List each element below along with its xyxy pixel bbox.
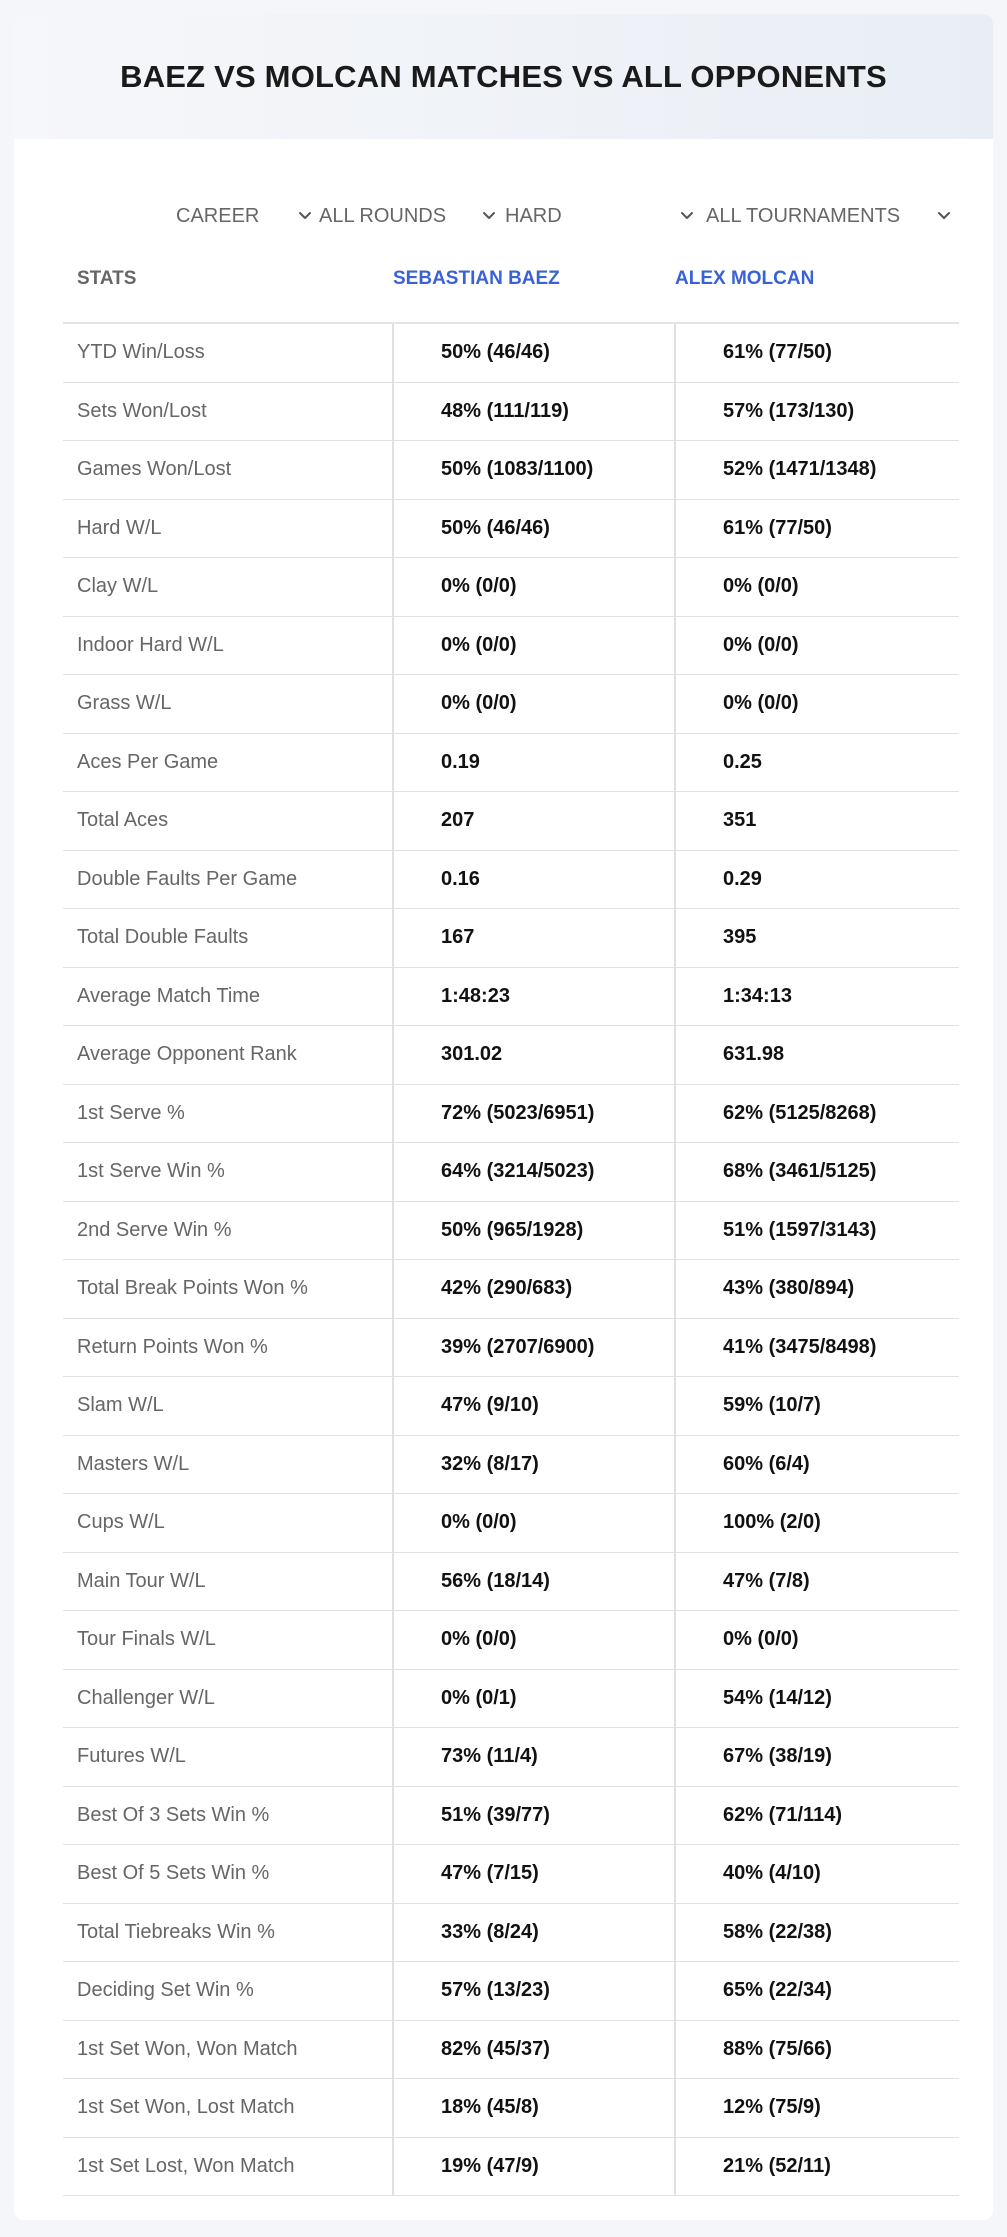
player2-value: 100% (2/0): [723, 1511, 821, 1534]
player2-value: 60% (6/4): [723, 1452, 810, 1475]
column-divider: [674, 1728, 676, 1786]
player1-value: 0.19: [441, 750, 480, 773]
stat-label: Double Faults Per Game: [77, 867, 298, 890]
player2-value: 61% (77/50): [723, 341, 832, 364]
table-row: [63, 792, 959, 851]
player2-value: 351: [723, 809, 757, 832]
table-row: [63, 1553, 959, 1612]
table-row: [63, 1436, 959, 1495]
player1-value: 0% (0/0): [441, 692, 517, 715]
stat-label: Clay W/L: [77, 575, 159, 598]
column-divider: [674, 1436, 676, 1494]
column-divider: [674, 2138, 676, 2196]
column-divider: [392, 1202, 394, 1260]
column-divider: [674, 1904, 676, 1962]
player2-value: 57% (173/130): [723, 399, 855, 422]
player1-value: 56% (18/14): [441, 1569, 550, 1592]
player1-value: 48% (111/119): [441, 399, 569, 422]
player2-value: 0.29: [723, 867, 762, 890]
player2-value: 0% (0/0): [723, 633, 799, 656]
stat-label: 1st Set Lost, Won Match: [77, 2154, 295, 2177]
tournaments-select-value: ALL TOURNAMENTS: [706, 204, 901, 227]
stat-label: Return Points Won %: [77, 1335, 268, 1358]
player2-value: 62% (71/114): [723, 1803, 842, 1826]
column-divider: [674, 734, 676, 792]
stat-label: Challenger W/L: [77, 1686, 215, 1709]
table-row: [63, 1026, 959, 1085]
column-header-player1[interactable]: SEBASTIAN BAEZ: [393, 268, 560, 289]
column-divider: [392, 2079, 394, 2137]
column-divider: [674, 1787, 676, 1845]
table-row: [63, 851, 959, 910]
stat-label: 1st Set Won, Lost Match: [77, 2096, 295, 2119]
player2-value: 51% (1597/3143): [723, 1218, 877, 1241]
column-divider: [392, 1845, 394, 1903]
player2-value: 43% (380/894): [723, 1277, 855, 1300]
column-divider: [392, 2021, 394, 2079]
surface-select-value: HARD: [505, 204, 562, 227]
column-divider: [674, 968, 676, 1026]
table-row: [63, 1143, 959, 1202]
player2-value: 52% (1471/1348): [723, 458, 877, 481]
column-divider: [392, 968, 394, 1026]
stat-label: Best Of 3 Sets Win %: [77, 1803, 270, 1826]
rounds-select-value: ALL ROUNDS: [319, 204, 447, 227]
player2-value: 61% (77/50): [723, 516, 832, 539]
player1-value: 50% (46/46): [441, 516, 550, 539]
column-divider: [674, 1377, 676, 1435]
column-header-player2[interactable]: ALEX MOLCAN: [675, 268, 815, 289]
card-header: [14, 14, 993, 139]
player2-value: 395: [723, 926, 757, 949]
player2-value: 41% (3475/8498): [723, 1335, 877, 1358]
stat-label: Average Opponent Rank: [77, 1043, 297, 1066]
stats-card: [14, 14, 993, 2220]
column-divider: [392, 1962, 394, 2020]
column-divider: [392, 383, 394, 441]
player2-value: 0% (0/0): [723, 575, 799, 598]
chevron-down-icon: [936, 208, 952, 224]
chevron-down-icon: [297, 208, 313, 224]
player1-value: 72% (5023/6951): [441, 1101, 595, 1124]
table-row: [63, 1845, 959, 1904]
column-divider: [674, 500, 676, 558]
player1-value: 167: [441, 926, 475, 949]
table-row: [63, 1494, 959, 1553]
stat-label: Best Of 5 Sets Win %: [77, 1862, 270, 1885]
column-divider: [392, 617, 394, 675]
column-divider: [674, 441, 676, 499]
player1-value: 0% (0/0): [441, 633, 517, 656]
player1-value: 0.16: [441, 867, 480, 890]
stat-label: Sets Won/Lost: [77, 399, 207, 422]
column-divider: [674, 2021, 676, 2079]
player1-value: 301.02: [441, 1043, 503, 1066]
table-row: [63, 2021, 959, 2080]
stat-label: Futures W/L: [77, 1745, 186, 1768]
table-row: [63, 1202, 959, 1261]
table-row: [63, 441, 959, 500]
table-header: [63, 254, 959, 324]
column-divider: [674, 1670, 676, 1728]
player1-value: 50% (965/1928): [441, 1218, 584, 1241]
column-divider: [392, 1436, 394, 1494]
column-divider: [674, 1026, 676, 1084]
page-title: BAEZ VS MOLCAN MATCHES VS ALL OPPONENTS: [120, 58, 887, 94]
table-row: [63, 1611, 959, 1670]
player1-value: 64% (3214/5023): [441, 1160, 595, 1183]
stat-label: 1st Serve %: [77, 1101, 185, 1124]
period-select-value: CAREER: [176, 204, 260, 227]
table-row: [63, 675, 959, 734]
table-row: [63, 2079, 959, 2138]
player2-value: 62% (5125/8268): [723, 1101, 877, 1124]
column-divider: [392, 441, 394, 499]
table-row: [63, 500, 959, 559]
player2-value: 47% (7/8): [723, 1569, 810, 1592]
column-divider: [674, 617, 676, 675]
column-divider: [392, 558, 394, 616]
stat-label: Tour Finals W/L: [77, 1628, 216, 1651]
player1-value: 50% (1083/1100): [441, 458, 594, 481]
column-divider: [674, 1085, 676, 1143]
column-divider: [392, 1319, 394, 1377]
player1-value: 19% (47/9): [441, 2154, 539, 2177]
table-row: [63, 1670, 959, 1729]
column-divider: [674, 1202, 676, 1260]
column-divider: [392, 1494, 394, 1552]
player1-value: 33% (8/24): [441, 1920, 539, 1943]
player1-value: 50% (46/46): [441, 341, 550, 364]
table-row: [63, 909, 959, 968]
player1-value: 0% (0/1): [441, 1686, 517, 1709]
column-divider: [392, 324, 394, 382]
stat-label: Hard W/L: [77, 516, 162, 539]
column-divider: [674, 1553, 676, 1611]
column-divider: [392, 909, 394, 967]
table-row: [63, 383, 959, 442]
table-row: [63, 2138, 959, 2197]
stat-label: YTD Win/Loss: [77, 341, 205, 364]
stat-label: Games Won/Lost: [77, 458, 232, 481]
column-divider: [674, 558, 676, 616]
stat-label: Average Match Time: [77, 984, 261, 1007]
rounds-select[interactable]: [319, 186, 446, 246]
player1-value: 0% (0/0): [441, 575, 517, 598]
player1-value: 47% (7/15): [441, 1862, 539, 1885]
table-row: [63, 734, 959, 793]
stat-label: Deciding Set Win %: [77, 1979, 254, 2002]
column-divider: [392, 1026, 394, 1084]
column-divider: [674, 1845, 676, 1903]
table-row: [63, 1728, 959, 1787]
table-body: [63, 324, 959, 2196]
column-divider: [674, 675, 676, 733]
player2-value: 65% (22/34): [723, 1979, 832, 2002]
player1-value: 57% (13/23): [441, 1979, 550, 2002]
column-divider: [392, 1553, 394, 1611]
column-divider: [674, 851, 676, 909]
column-divider: [674, 1962, 676, 2020]
table-row: [63, 1377, 959, 1436]
stat-label: Total Break Points Won %: [77, 1277, 308, 1300]
player1-value: 51% (39/77): [441, 1803, 550, 1826]
column-divider: [392, 851, 394, 909]
stat-label: 1st Serve Win %: [77, 1160, 225, 1183]
period-select[interactable]: [176, 186, 259, 246]
column-divider: [392, 1904, 394, 1962]
player1-value: 39% (2707/6900): [441, 1335, 595, 1358]
column-divider: [392, 1611, 394, 1669]
chevron-down-icon: [679, 208, 695, 224]
stat-label: Masters W/L: [77, 1452, 190, 1475]
column-divider: [674, 383, 676, 441]
column-divider: [674, 1319, 676, 1377]
stat-label: 1st Set Won, Won Match: [77, 2037, 298, 2060]
column-divider: [392, 1260, 394, 1318]
player2-value: 88% (75/66): [723, 2037, 832, 2060]
player2-value: 0.25: [723, 750, 762, 773]
table-row: [63, 617, 959, 676]
stat-label: 2nd Serve Win %: [77, 1218, 232, 1241]
stat-label: Indoor Hard W/L: [77, 633, 224, 656]
player1-value: 73% (11/4): [441, 1745, 538, 1768]
table-row: [63, 324, 959, 383]
column-divider: [674, 1611, 676, 1669]
column-divider: [674, 1494, 676, 1552]
player2-value: 631.98: [723, 1043, 785, 1066]
player2-value: 1:34:13: [723, 984, 792, 1007]
chevron-down-icon: [481, 208, 497, 224]
column-divider: [674, 792, 676, 850]
column-divider: [392, 500, 394, 558]
player2-value: 58% (22/38): [723, 1920, 832, 1943]
column-divider: [392, 1670, 394, 1728]
table-row: [63, 1787, 959, 1846]
column-divider: [674, 1260, 676, 1318]
column-divider: [392, 1377, 394, 1435]
column-divider: [392, 734, 394, 792]
column-divider: [392, 1143, 394, 1201]
player2-value: 12% (75/9): [723, 2096, 821, 2119]
column-divider: [674, 2079, 676, 2137]
stat-label: Aces Per Game: [77, 750, 219, 773]
table-row: [63, 1962, 959, 2021]
table-row: [63, 558, 959, 617]
player1-value: 1:48:23: [441, 984, 510, 1007]
table-row: [63, 1260, 959, 1319]
column-divider: [392, 1728, 394, 1786]
player2-value: 40% (4/10): [723, 1862, 821, 1885]
column-divider: [674, 909, 676, 967]
column-divider: [392, 2138, 394, 2196]
stat-label: Total Tiebreaks Win %: [77, 1920, 275, 1943]
player1-value: 18% (45/8): [441, 2096, 539, 2119]
player1-value: 32% (8/17): [441, 1452, 539, 1475]
player1-value: 0% (0/0): [441, 1511, 517, 1534]
filter-bar: [14, 186, 993, 246]
player2-value: 0% (0/0): [723, 692, 799, 715]
column-divider: [392, 1787, 394, 1845]
table-row: [63, 1904, 959, 1963]
player2-value: 54% (14/12): [723, 1686, 832, 1709]
table-row: [63, 968, 959, 1027]
stat-label: Total Double Faults: [77, 926, 249, 949]
tournaments-select[interactable]: [706, 186, 900, 246]
player1-value: 0% (0/0): [441, 1628, 517, 1651]
column-header-stats: STATS: [77, 268, 137, 289]
stat-label: Total Aces: [77, 809, 169, 832]
player1-value: 42% (290/683): [441, 1277, 573, 1300]
column-divider: [392, 675, 394, 733]
surface-select[interactable]: [505, 186, 562, 246]
player1-value: 207: [441, 809, 475, 832]
column-divider: [674, 324, 676, 382]
stat-label: Grass W/L: [77, 692, 172, 715]
column-divider: [392, 792, 394, 850]
column-divider: [674, 1143, 676, 1201]
table-row: [63, 1319, 959, 1378]
table-row: [63, 1085, 959, 1144]
stat-label: Cups W/L: [77, 1511, 165, 1534]
player1-value: 82% (45/37): [441, 2037, 550, 2060]
player2-value: 59% (10/7): [723, 1394, 821, 1417]
player2-value: 0% (0/0): [723, 1628, 799, 1651]
stat-label: Slam W/L: [77, 1394, 164, 1417]
player2-value: 21% (52/11): [723, 2154, 831, 2177]
stats-table: [63, 254, 959, 2196]
player1-value: 47% (9/10): [441, 1394, 539, 1417]
player2-value: 68% (3461/5125): [723, 1160, 877, 1183]
player2-value: 67% (38/19): [723, 1745, 832, 1768]
column-divider: [392, 1085, 394, 1143]
stat-label: Main Tour W/L: [77, 1569, 206, 1592]
